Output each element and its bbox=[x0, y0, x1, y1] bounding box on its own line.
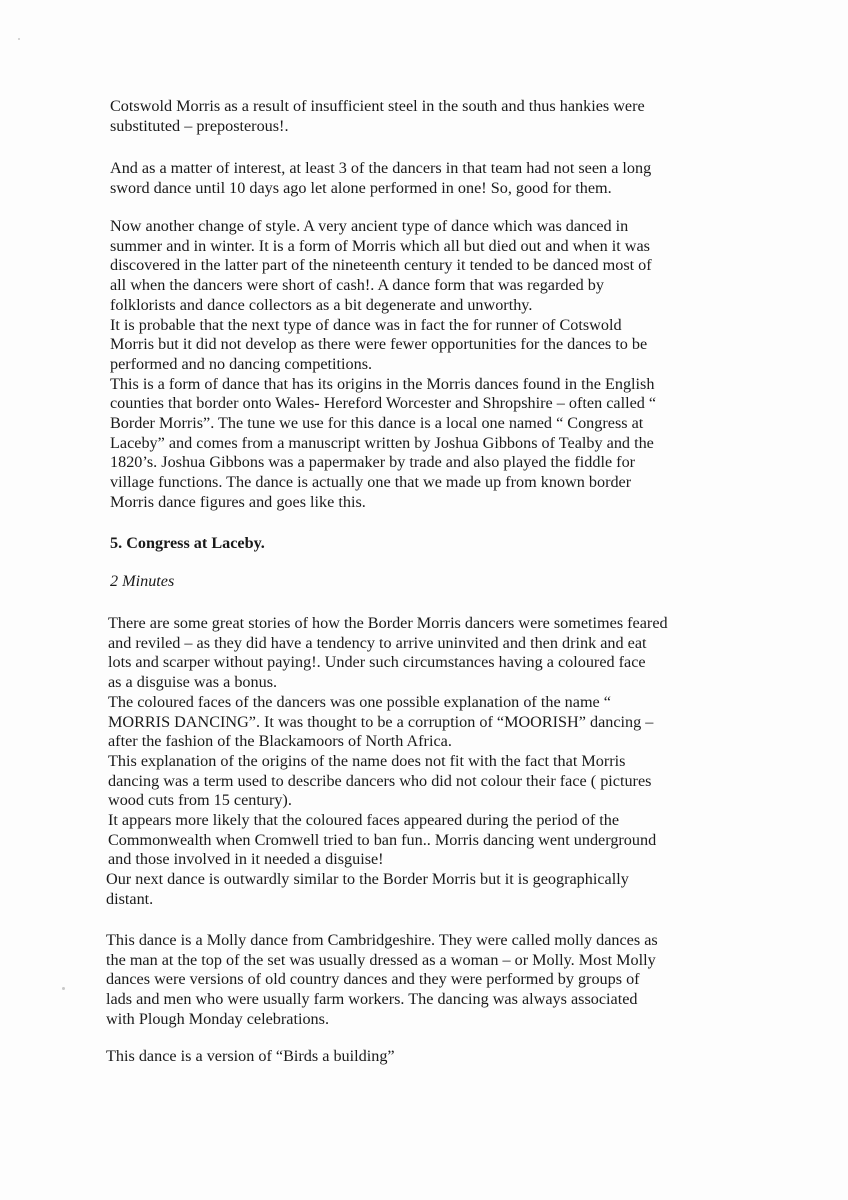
section-heading-line: 5. Congress at Laceby. bbox=[110, 534, 265, 552]
paragraph-border-morris-intro-line: Now another change of style. A very ancient type of dance which was danced in bbox=[110, 217, 629, 235]
paragraph-border-morris-intro-line: all when the dancers were short of cash!. A dance form that was regarded by bbox=[110, 276, 604, 295]
paragraph-coloured-faces-line: The coloured faces of the dancers was one possible explanation of the name “ bbox=[108, 692, 611, 711]
paragraph-coloured-faces-line: as a disguise was a bonus. bbox=[108, 673, 278, 692]
paragraph-coloured-faces-line: It appears more likely that the coloured faces appeared during the period of the bbox=[108, 811, 620, 829]
paragraph-border-morris-intro-line: folklorists and dance collectors as a bit degenerate and unworthy. bbox=[110, 295, 533, 314]
paragraph-coloured-faces-line: distant. bbox=[106, 889, 154, 908]
paragraph-coloured-faces-line: wood cuts from 15 century). bbox=[108, 791, 292, 810]
paragraph-coloured-faces-line: lots and scarper without paying!. Under such circumstances having a coloured face bbox=[108, 653, 646, 672]
paragraph-molly-dance-line: with Plough Monday celebrations. bbox=[106, 1009, 329, 1028]
paragraph-molly-dance-line: the man at the top of the set was usually dressed as a woman – or Molly. Most Molly bbox=[106, 950, 656, 969]
paragraph-long-sword-line: sword dance until 10 days ago let alone performed in one! So, good for them. bbox=[110, 178, 612, 197]
paragraph-border-morris-intro-line: Morris but it did not develop as there were fewer opportunities for the dances to be bbox=[110, 335, 648, 354]
paragraph-border-morris-intro-line: discovered in the latter part of the nineteenth century it tended to be danced most of bbox=[110, 256, 652, 275]
paragraph-coloured-faces-line: dancing was a term used to describe dancers who did not colour their face ( pictures bbox=[108, 771, 652, 790]
paragraph-coloured-faces-line: and those involved in it needed a disguise! bbox=[108, 850, 384, 869]
scan-speck bbox=[62, 987, 65, 990]
paragraph-birds-a-building-line: This dance is a version of “Birds a building” bbox=[106, 1047, 395, 1065]
paragraph-coloured-faces-line: Our next dance is outwardly similar to the Border Morris but it is geographically bbox=[106, 870, 629, 889]
paragraph-coloured-faces-line: Commonwealth when Cromwell tried to ban fun.. Morris dancing went underground bbox=[108, 830, 657, 849]
paragraph-molly-dance-line: This dance is a Molly dance from Cambridgeshire. They were called molly dances as bbox=[106, 931, 658, 949]
paragraph-molly-dance-line: dances were versions of old country dances and they were performed by groups of bbox=[106, 970, 640, 989]
paragraph-cotswold-hankies-line: Cotswold Morris as a result of insufficient steel in the south and thus hankies were bbox=[110, 97, 645, 115]
duration-label-line: 2 Minutes bbox=[110, 572, 175, 590]
paragraph-coloured-faces-line: after the fashion of the Blackamoors of North Africa. bbox=[108, 732, 452, 751]
paragraph-border-morris-intro-line: counties that border onto Wales- Hereford Worcester and Shropshire – often called “ bbox=[110, 394, 657, 413]
paragraph-border-morris-intro-line: It is probable that the next type of dance was in fact the for runner of Cotswold bbox=[110, 315, 622, 334]
paragraph-molly-dance-line: lads and men who were usually farm workers. The dancing was always associated bbox=[106, 990, 638, 1009]
paragraph-border-morris-intro-line: Laceby” and comes from a manuscript written by Joshua Gibbons of Tealby and the bbox=[110, 433, 654, 452]
paragraph-border-morris-intro-line: Border Morris”. The tune we use for this dance is a local one named “ Congress at bbox=[110, 414, 644, 432]
paragraph-border-morris-intro-line: Morris dance figures and goes like this. bbox=[110, 492, 366, 511]
paragraph-coloured-faces-line: MORRIS DANCING”. It was thought to be a corruption of “MOORISH” dancing – bbox=[108, 712, 654, 731]
paragraph-long-sword-line: And as a matter of interest, at least 3 of the dancers in that team had not seen a long bbox=[110, 159, 652, 177]
paragraph-cotswold-hankies-line: substituted – preposterous!. bbox=[110, 116, 289, 135]
scan-speck bbox=[18, 38, 20, 40]
paragraph-coloured-faces-line: and reviled – as they did have a tendency to arrive uninvited and then drink and eat bbox=[108, 633, 647, 652]
paragraph-coloured-faces-line: There are some great stories of how the Border Morris dancers were sometimes feared bbox=[108, 614, 668, 632]
paragraph-border-morris-intro-line: performed and no dancing competitions. bbox=[110, 354, 373, 373]
paragraph-coloured-faces-line: This explanation of the origins of the name does not fit with the fact that Morris bbox=[108, 751, 626, 770]
paragraph-border-morris-intro-line: summer and in winter. It is a form of Morris which all but died out and when it was bbox=[110, 236, 650, 255]
paragraph-border-morris-intro-line: This is a form of dance that has its origins in the Morris dances found in the English bbox=[110, 374, 655, 393]
paragraph-border-morris-intro-line: 1820’s. Joshua Gibbons was a papermaker by trade and also played the fiddle for bbox=[110, 453, 636, 472]
paragraph-border-morris-intro-line: village functions. The dance is actually one that we made up from known border bbox=[110, 473, 632, 492]
